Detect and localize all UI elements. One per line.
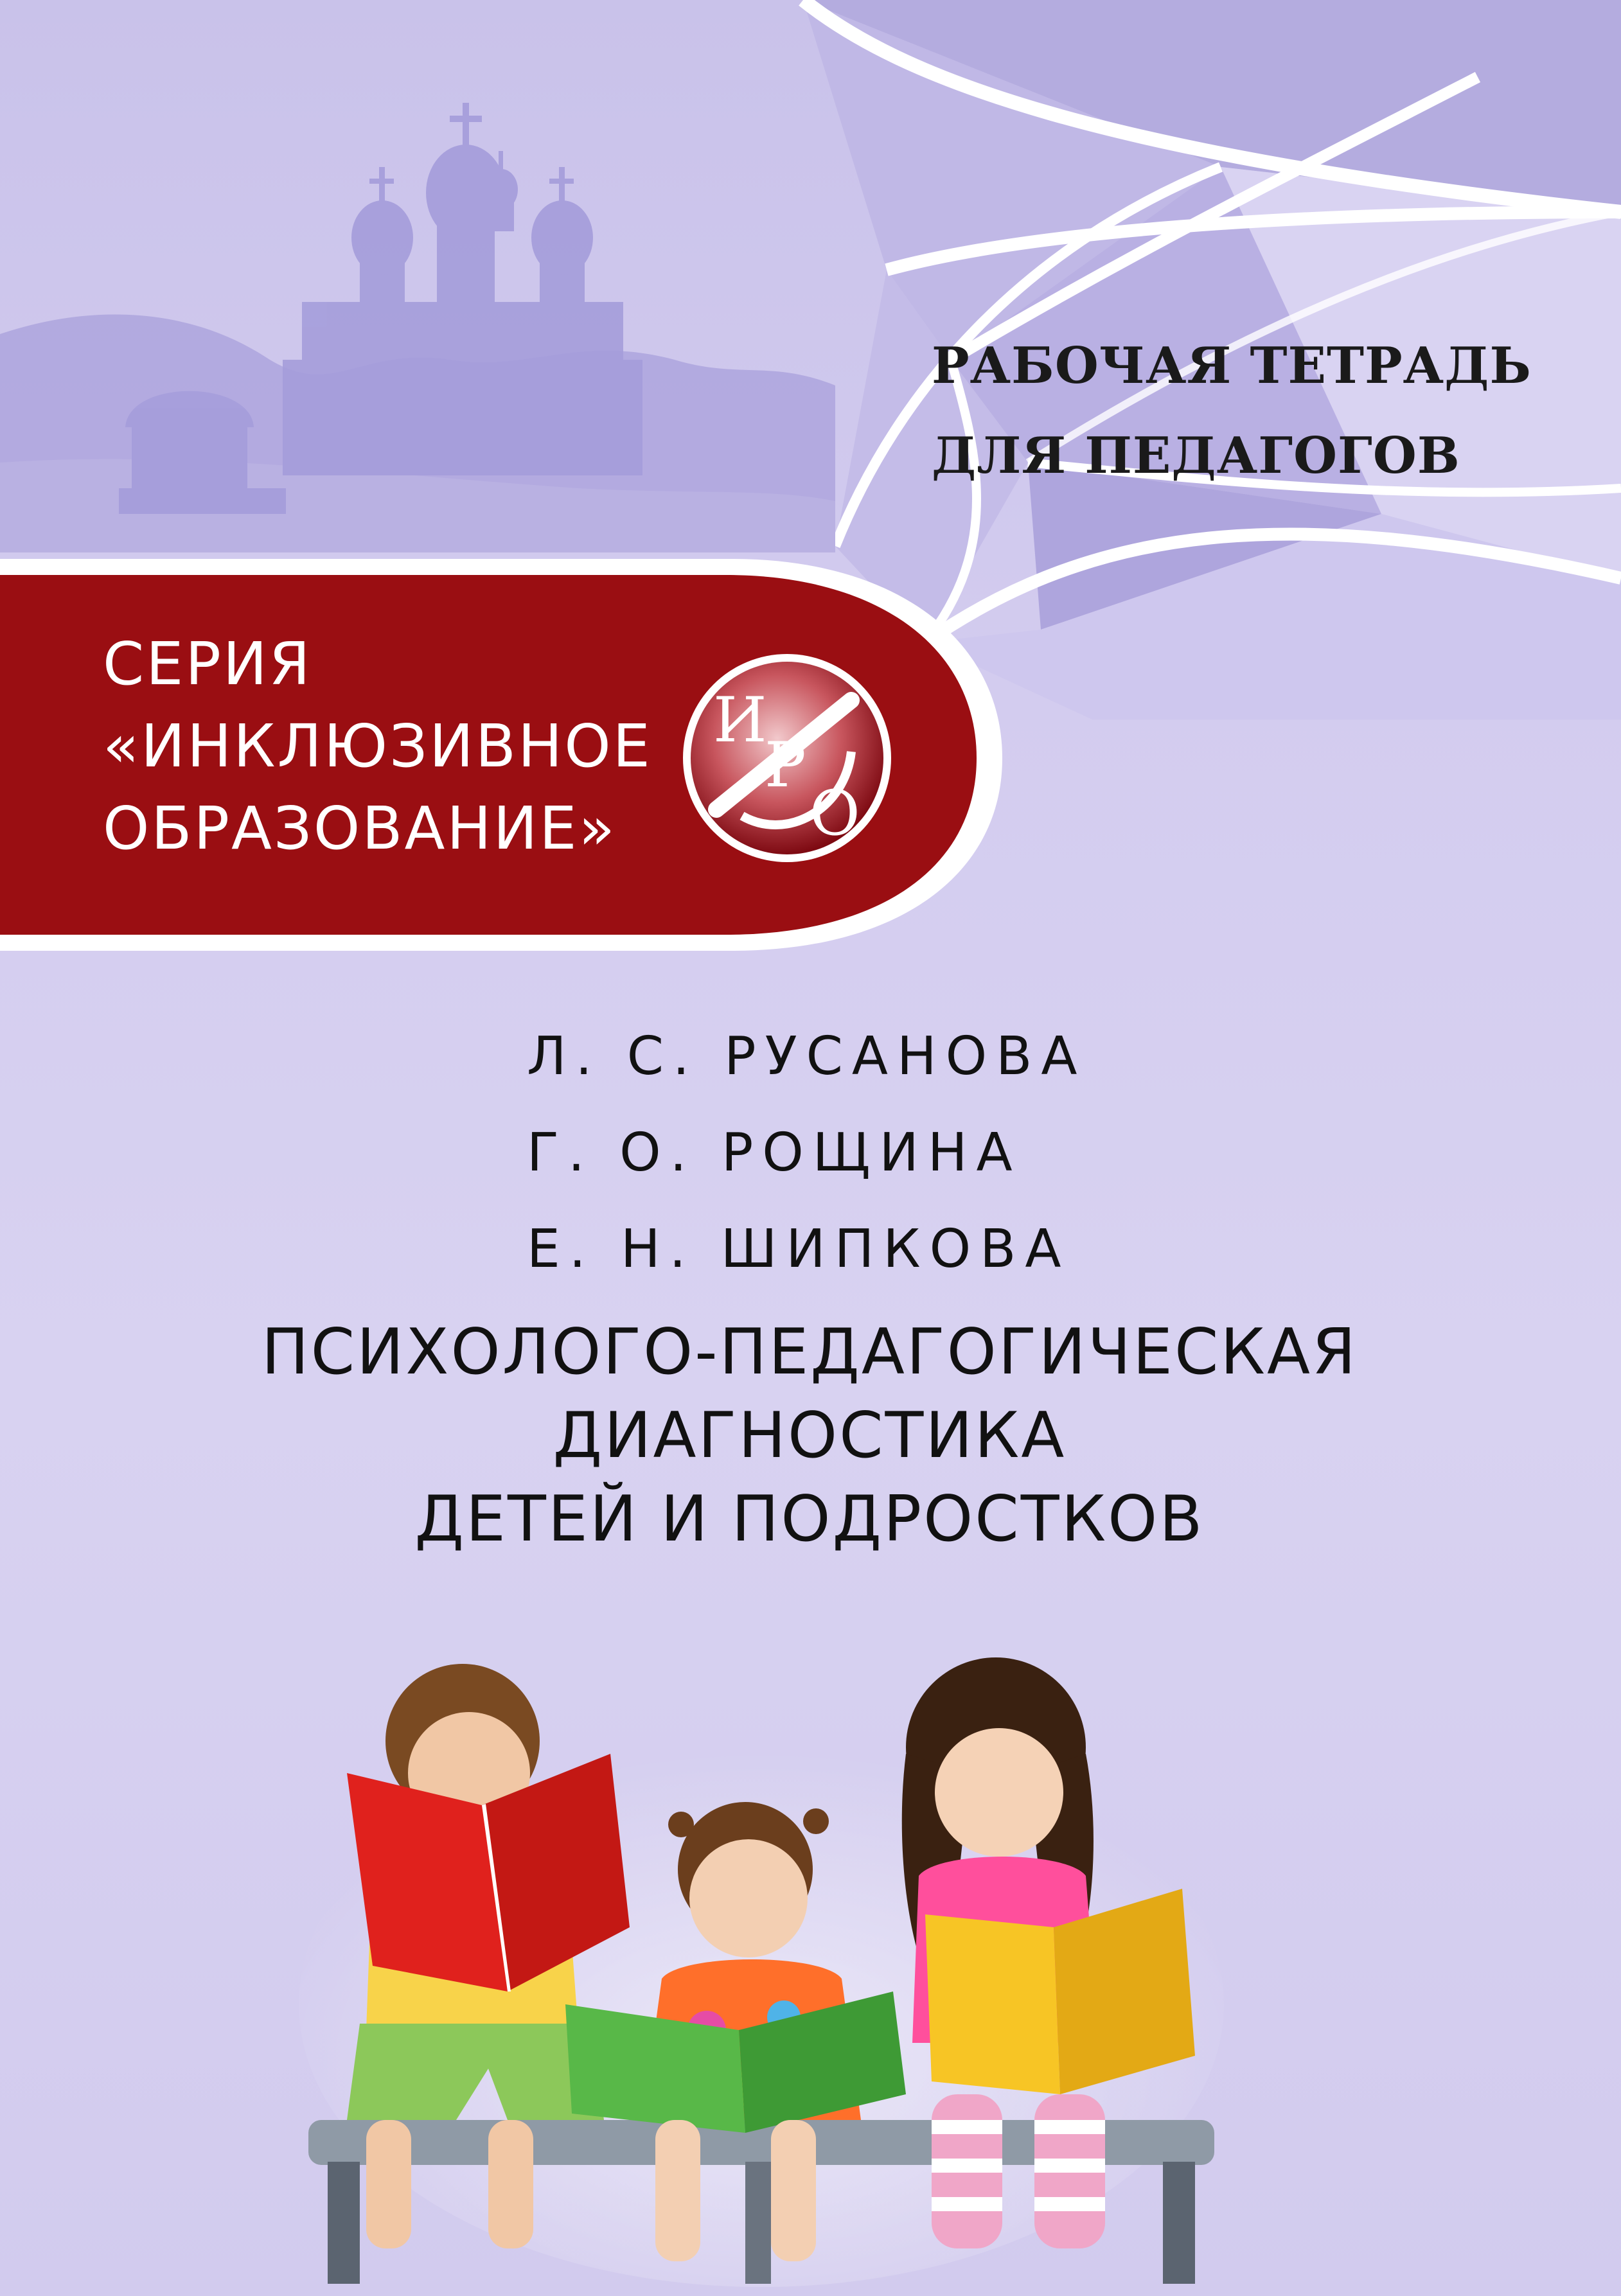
- book-title-line: ДЕТЕЙ И ПОДРОСТКОВ: [414, 1483, 1205, 1556]
- workbook-title-line: ДЛЯ ПЕДАГОГОВ: [932, 427, 1460, 485]
- workbook-title-line: РАБОЧАЯ ТЕТРАДЬ: [932, 337, 1532, 395]
- series-line: «ИНКЛЮЗИВНОЕ: [103, 712, 652, 781]
- children-reading-illustration: [296, 1645, 1227, 2287]
- series-line: СЕРИЯ: [103, 630, 312, 698]
- iro-logo-icon: [678, 649, 896, 867]
- workbook-title: [932, 321, 1574, 501]
- authors: [527, 1009, 1169, 1298]
- book-title: [128, 1311, 1491, 1561]
- author-name: Л. С. РУСАНОВА: [527, 1026, 1086, 1087]
- author-name: Г. О. РОЩИНА: [527, 1122, 1022, 1183]
- series-line: ОБРАЗОВАНИЕ»: [103, 794, 617, 863]
- book-title-line: ДИАГНОСТИКА: [553, 1399, 1067, 1472]
- author-name: Е. Н. ШИПКОВА: [527, 1219, 1070, 1280]
- series-title: [103, 623, 681, 870]
- logo-letter: Р: [765, 729, 806, 801]
- logo-letter: О: [810, 777, 860, 849]
- logo-letter: И: [713, 684, 767, 756]
- book-title-line: ПСИХОЛОГО-ПЕДАГОГИЧЕСКАЯ: [261, 1316, 1358, 1389]
